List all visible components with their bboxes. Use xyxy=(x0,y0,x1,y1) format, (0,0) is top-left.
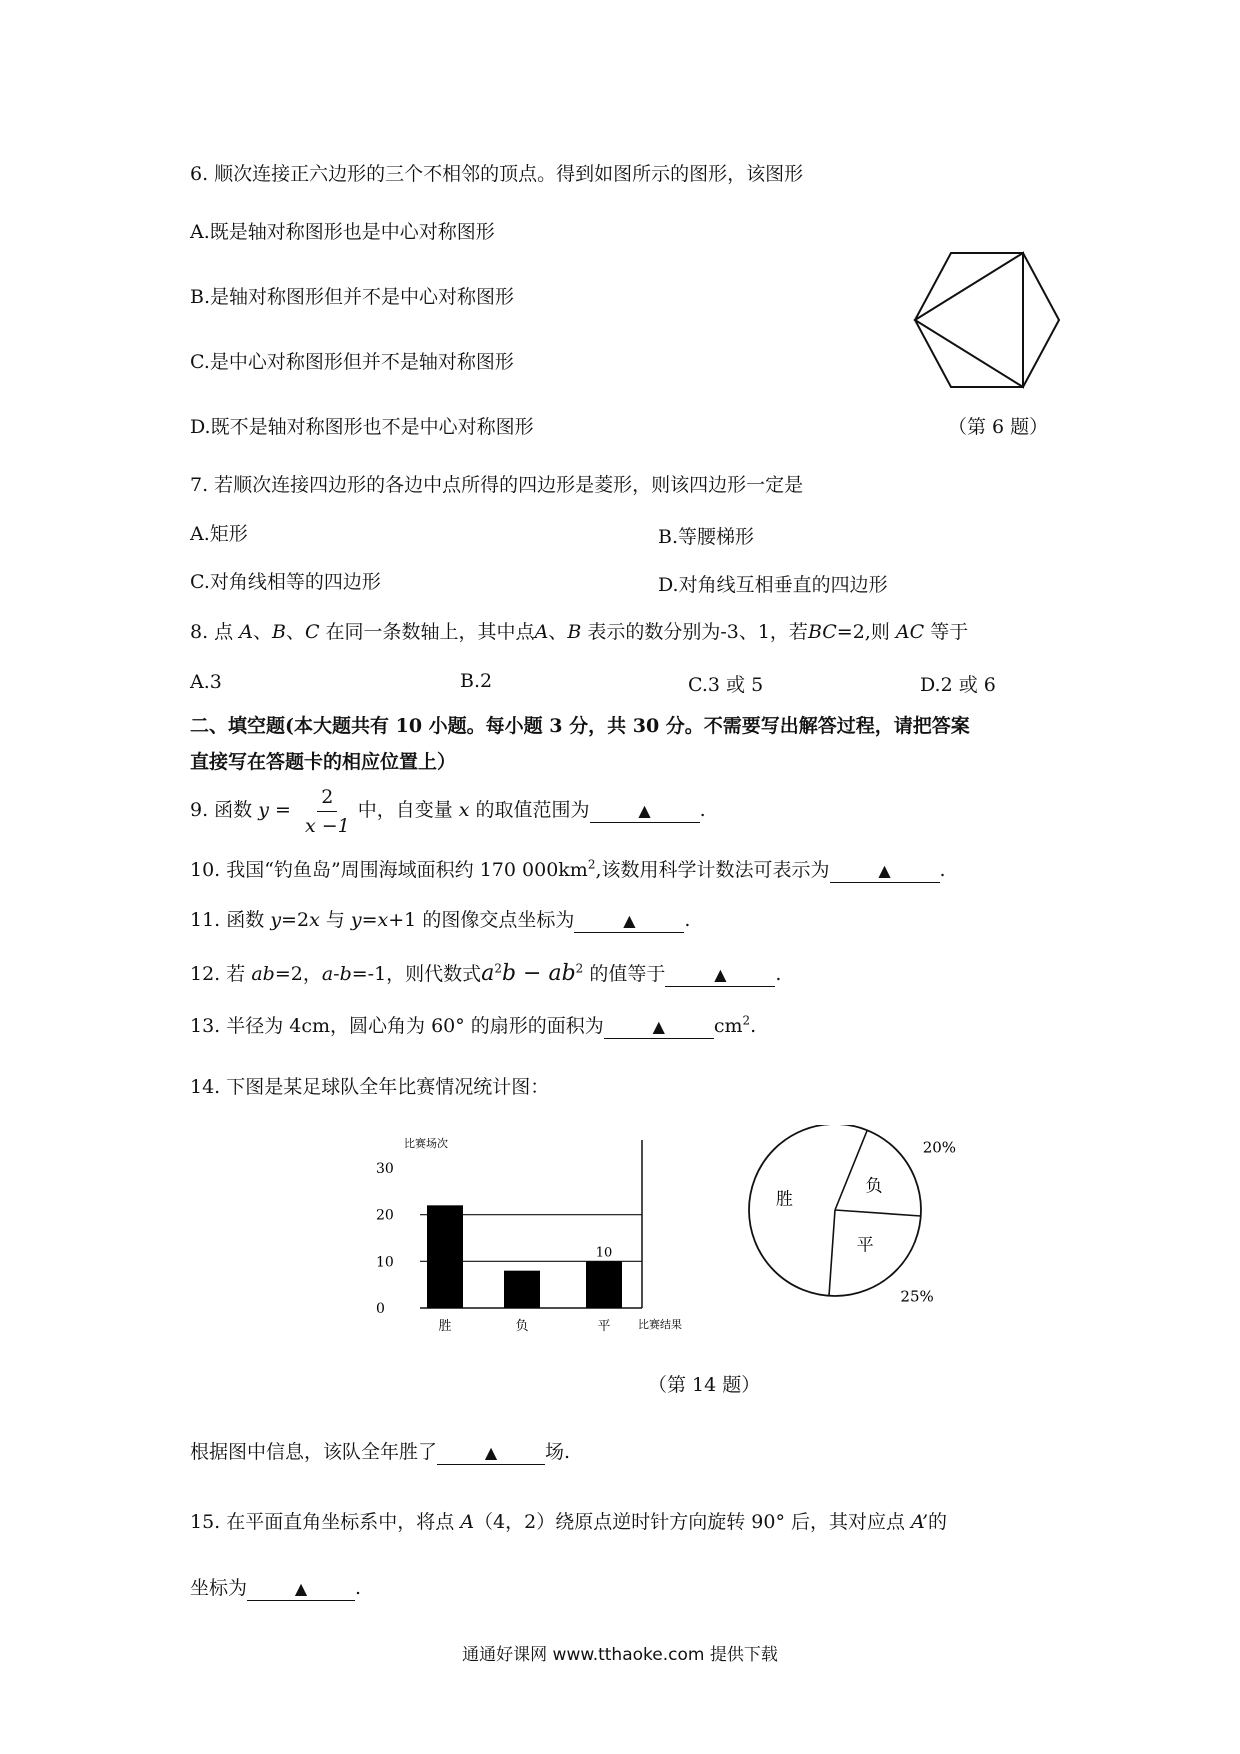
y-tick-label-0: 0 xyxy=(376,1301,385,1317)
q10-answer-blank: ▲ xyxy=(830,859,940,883)
q6-option-d: D.既不是轴对称图形也不是中心对称图形 xyxy=(190,416,534,438)
q7-option-d: D.对角线互相垂直的四边形 xyxy=(658,574,888,596)
q15-line1: 15. 在平面直角坐标系中，将点 A（4，2）绕原点逆时针方向旋转 90° 后，其对应点 A’的 xyxy=(190,1511,948,1533)
pie-slice-divider-2 xyxy=(835,1210,921,1216)
q6-stem: 6. 顺次连接正六边形的三个不相邻的顶点。得到如图所示的图形，该图形 xyxy=(190,163,804,185)
q6-caption: （第 6 题） xyxy=(948,416,1049,438)
q14-caption: （第 14 题） xyxy=(648,1374,761,1396)
bar-0 xyxy=(427,1205,463,1308)
q6-option-a: A.既是轴对称图形也是中心对称图形 xyxy=(190,221,495,243)
q13-answer-blank: ▲ xyxy=(604,1015,714,1039)
q11-answer-blank: ▲ xyxy=(574,909,684,933)
q7-option-c: C.对角线相等的四边形 xyxy=(190,571,381,593)
q9-answer-blank: ▲ xyxy=(590,799,700,823)
pie-slice-divider-0 xyxy=(829,1210,835,1296)
pie-slice-divider-1 xyxy=(835,1130,867,1210)
q7-option-b: B.等腰梯形 xyxy=(658,526,755,548)
pie-slice-label-0: 胜 xyxy=(775,1189,793,1210)
q13-line: 13. 半径为 4cm，圆心角为 60° 的扇形的面积为 ▲ $cm^2$. xyxy=(190,1013,757,1037)
q11-line: 11. 函数 y=2x 与 y=x+1 的图像交点坐标为 ▲ . xyxy=(190,909,691,931)
q10-line: 10. 我国“钓鱼岛”周围海域面积约 170 $000km^2$,该数用科学计数法可表示为 ▲ . xyxy=(190,857,946,881)
q8-option-a: A.3 xyxy=(190,671,222,693)
bar-1 xyxy=(504,1271,540,1308)
section2-heading-line2: 直接写在答题卡的相应位置上） xyxy=(190,751,457,773)
q15-line2: 坐标为 ▲ . xyxy=(190,1577,362,1599)
y-tick-label-1: 10 xyxy=(376,1254,394,1271)
pie-slice-label-2: 平 xyxy=(856,1235,874,1256)
q9-fraction: $\frac{2}{x -1}$ xyxy=(301,783,354,840)
section2-heading-line1: 二、填空题(本大题共有 10 小题。每小题 3 分，共 30 分。不需要写出解答过程，请把答案 xyxy=(190,715,970,737)
q6-option-c: C.是中心对称图形但并不是轴对称图形 xyxy=(190,351,514,373)
q8-option-b: B.2 xyxy=(460,670,493,692)
q9-line: 9. 函数 y = $\frac{2}{x -1}$ 中，自变量 x 的取值范围为 ▲ . xyxy=(190,780,706,840)
q14-answer-line: 根据图中信息，该队全年胜了 ▲ 场. xyxy=(190,1441,571,1463)
q12-answer-blank: ▲ xyxy=(665,963,775,987)
x-tick-label-1: 负 xyxy=(515,1319,529,1334)
q8-stem: 8. 点 A、B、C 在同一条数轴上，其中点A、B 表示的数分别为-3、1，若BC=2,则 AC 等于 xyxy=(190,621,969,643)
page-footer: 通通好课网 www.tthaoke.com 提供下载 xyxy=(462,1645,778,1665)
q8-option-d: D.2 或 6 xyxy=(920,674,996,696)
x-tick-label-2: 平 xyxy=(597,1319,611,1334)
x-tick-label-0: 胜 xyxy=(438,1319,452,1334)
data-label-2: 10 xyxy=(595,1245,613,1261)
pie-percent-label-1: 20% xyxy=(922,1138,957,1157)
q6-option-b: B.是轴对称图形但并不是中心对称图形 xyxy=(190,286,515,308)
pie-percent-label-2: 25% xyxy=(900,1287,934,1306)
q8-option-c: C.3 或 5 xyxy=(688,674,764,696)
q15-answer-blank: ▲ xyxy=(247,1577,355,1601)
y-tick-label-2: 20 xyxy=(376,1207,394,1224)
hexagon-figure xyxy=(905,245,1075,395)
q14-answer-blank: ▲ xyxy=(437,1441,545,1465)
q7-option-a: A.矩形 xyxy=(190,523,248,545)
bar-chart xyxy=(370,1130,710,1340)
x-axis-label: 比赛结果 xyxy=(638,1318,682,1331)
y-tick-label-3: 30 xyxy=(376,1161,394,1177)
q14-stem: 14. 下图是某足球队全年比赛情况统计图： xyxy=(190,1076,550,1098)
pie-chart xyxy=(745,1125,985,1325)
pie-slice-label-1: 负 xyxy=(865,1176,883,1197)
q7-stem: 7. 若顺次连接四边形的各边中点所得的四边形是菱形，则该四边形一定是 xyxy=(190,474,804,496)
y-axis-label: 比赛场次 xyxy=(404,1137,448,1150)
bar-2 xyxy=(586,1261,622,1308)
q12-line: 12. 若 ab=2，a-b=-1，则代数式$a^2b - ab^2$ 的值等于 ▲ . xyxy=(190,961,782,986)
